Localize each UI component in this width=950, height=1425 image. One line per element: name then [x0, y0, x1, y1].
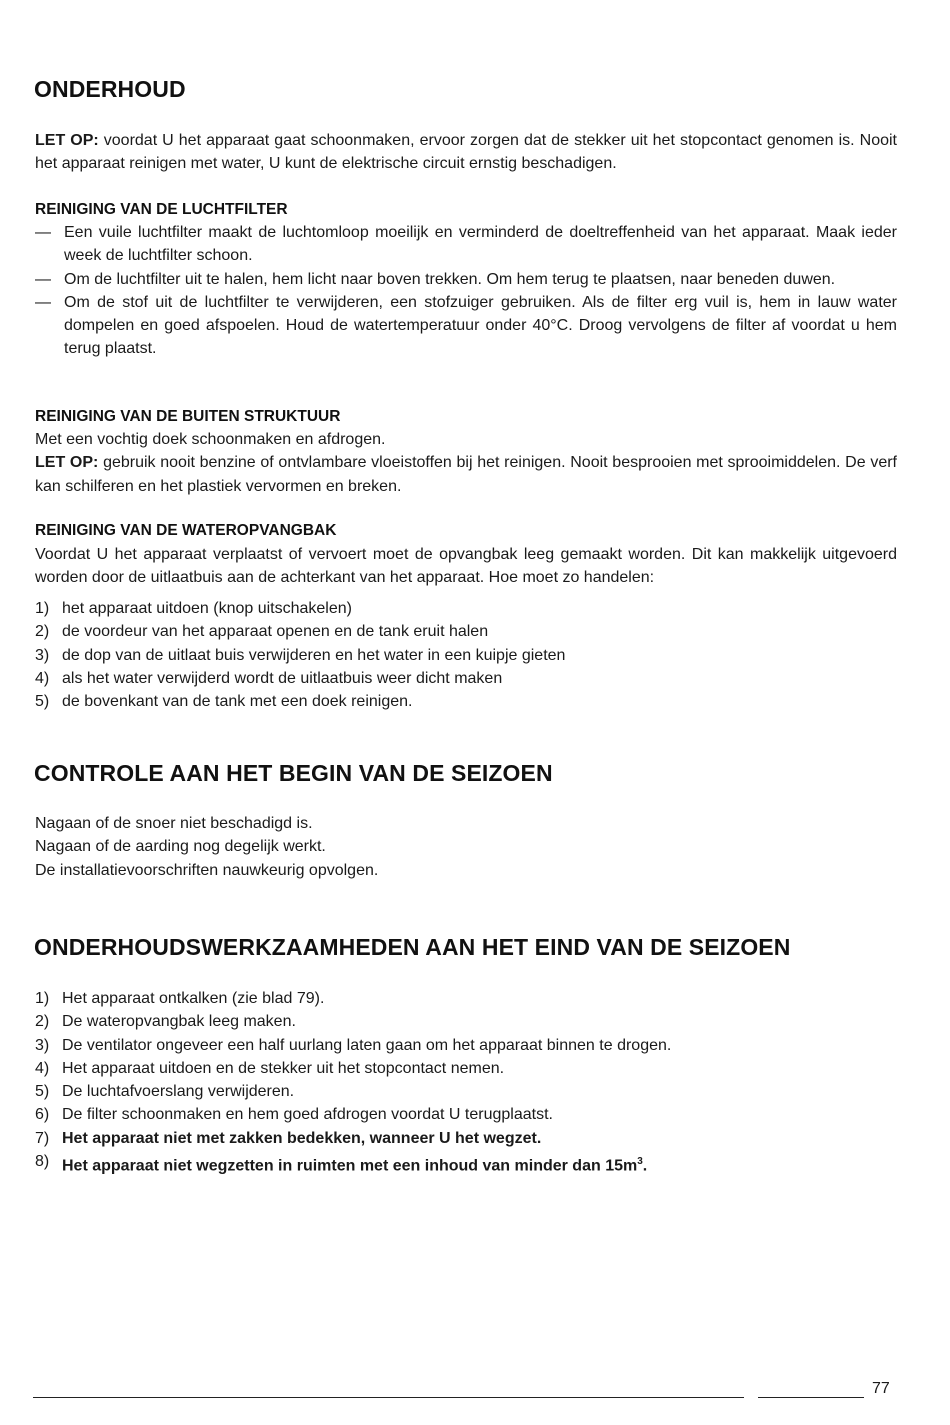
list-item: 2) De wateropvangbak leeg maken. [35, 1013, 296, 1031]
controle-lines [35, 812, 897, 882]
section-title-eind: ONDERHOUDSWERKZAAMHEDEN AAN HET EIND VAN DE SEIZOEN [34, 934, 791, 960]
list-item: De installatievoorschriften nauwkeurig opvolgen. [35, 861, 379, 879]
buiten-line: Met een vochtig doek schoonmaken en afdrogen. [35, 431, 386, 448]
buiten-text [35, 428, 897, 498]
subsection-title-wateropvangbak: REINIGING VAN DE WATEROPVANGBAK [35, 522, 337, 539]
list-item: 3) de dop van de uitlaat buis verwijderen en het water in een kuipje gieten [35, 646, 566, 664]
list-item: — Een vuile luchtfilter maakt de luchtomloop moeilijk en verminderd de doeltreffenheid van het apparaat. Maak ieder week de luchtfilter schoon. [35, 224, 897, 265]
onderhoud-note [35, 129, 897, 176]
wateropvangbak-intro: Voordat U het apparaat verplaatst of vervoert moet de opvangbak leeg gemaakt worden. Dit kan makkelijk uitgevoerd worden door de uitlaatbuis aan de achterkant van het apparaat. Hoe moet zo handelen: [35, 546, 897, 587]
list-item: — Om de stof uit de luchtfilter te verwijderen, een stofzuiger gebruiken. Als de filter erg vuil is, hem in lauw water dompelen en goed afspoelen. Houd de watertemperatuur onder 40°C. Droog vervolgens de filter af voordat u hem terug plaatst. [35, 293, 897, 358]
footer-rule-left [33, 1397, 744, 1398]
wateropvangbak-steps [35, 597, 897, 713]
luchtfilter-list [35, 221, 897, 361]
list-item: 2) de voordeur van het apparaat openen en de tank eruit halen [35, 623, 489, 641]
list-item: 8) Het apparaat niet wegzetten in ruimten met een inhoud van minder dan $15m^3$. [35, 1153, 648, 1175]
subsection-title-buiten: REINIGING VAN DE BUITEN STRUKTUUR [35, 408, 341, 425]
list-item: Nagaan of de aarding nog degelijk werkt. [35, 838, 326, 856]
section-title-controle: CONTROLE AAN HET BEGIN VAN DE SEIZOEN [34, 760, 553, 786]
note-text: gebruik nooit benzine of ontvlambare vloeistoffen bij het reinigen. Nooit besprooien met sprooimiddelen. De verf kan schilferen en het plastiek vervormen en breken. [35, 454, 898, 495]
list-item: 7) Het apparaat niet met zakken bedekken, wanneer U het wegzet. [35, 1129, 542, 1147]
list-item: 5) De luchtafvoerslang verwijderen. [35, 1083, 295, 1101]
list-item: 4) als het water verwijderd wordt de uitlaatbuis weer dicht maken [35, 669, 503, 687]
list-item: — Om de luchtfilter uit te halen, hem licht naar boven trekken. Om hem terug te plaatsen, naar beneden duwen. [35, 270, 836, 288]
eind-steps [35, 987, 897, 1178]
list-item: Nagaan of de snoer niet beschadigd is. [35, 815, 313, 832]
section-title-onderhoud: ONDERHOUD [34, 76, 186, 102]
list-item: 4) Het apparaat uitdoen en de stekker uit het stopcontact nemen. [35, 1059, 505, 1077]
list-item: 6) De filter schoonmaken en hem goed afdrogen voordat U terugplaatst. [35, 1106, 553, 1124]
note-label: LET OP: [35, 454, 99, 472]
list-item: 3) De ventilator ongeveer een half uurlang laten gaan om het apparaat binnen te drogen. [35, 1036, 672, 1054]
note-label: LET OP: [35, 132, 99, 149]
buiten-note [35, 451, 897, 498]
list-item: 1) het apparaat uitdoen (knop uitschakelen) [35, 600, 352, 617]
footer-rule-right [758, 1397, 864, 1398]
list-item: 5) de bovenkant van de tank met een doek reinigen. [35, 693, 413, 711]
list-item: 1) Het apparaat ontkalken (zie blad 79). [35, 990, 325, 1007]
note-text: voordat U het apparaat gaat schoonmaken, ervoor zorgen dat de stekker uit het stopcontact genomen is. Nooit het apparaat reinigen met water, U kunt de elektrische circuit ernstig beschadigen. [35, 132, 897, 173]
subsection-title-luchtfilter: REINIGING VAN DE LUCHTFILTER [35, 201, 288, 218]
page-number: 77 [872, 1380, 890, 1397]
